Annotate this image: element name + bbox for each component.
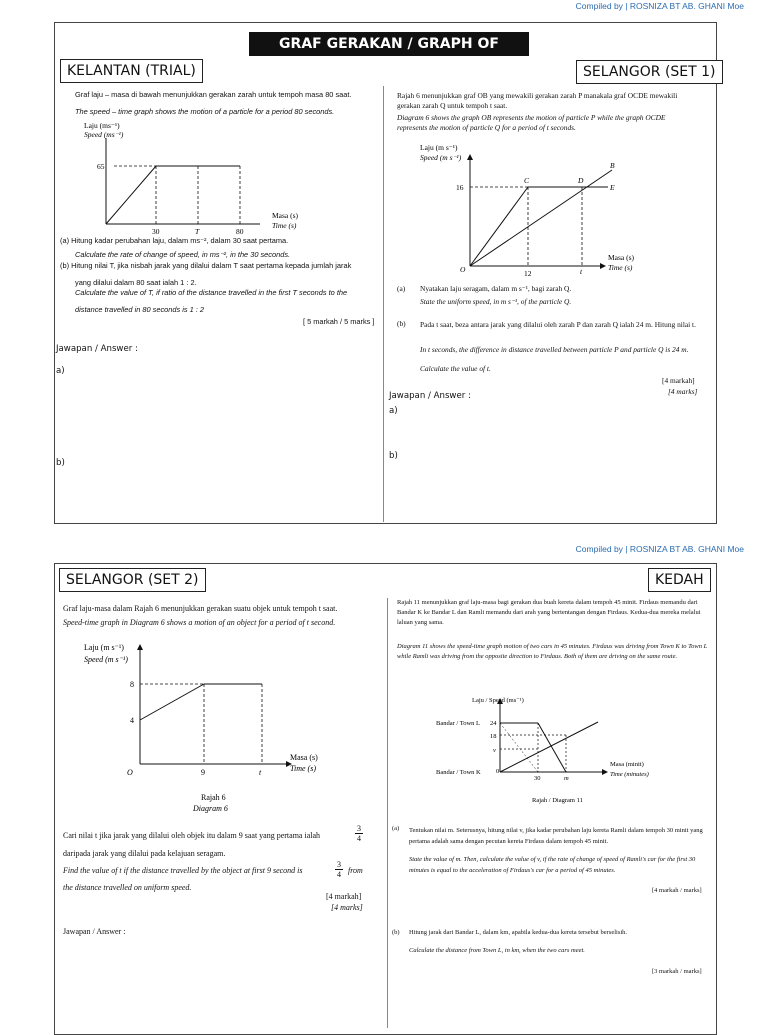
section-tag-selangor-set-2: SELANGOR (SET 2) [59,568,206,592]
question-intro-english: Diagram 6 shows the graph OB represents the motion of particle P while the graph OCDE represents the motion of particle Q for a period of t seconds. [397,113,666,132]
x-tick-label: 30 [534,775,541,782]
x-axis-label-english: Time (s) [608,263,633,272]
town-k-label: Bandar / Town K [436,769,481,776]
diagram-caption-english: Diagram 6 [193,804,228,813]
question-english-line1-end: from [348,866,363,875]
question-malay-line1: Cari nilai t jika jarak yang dilalui oleh objek itu dalam 9 saat yang pertama ialah [63,831,321,840]
question-malay-line2: daripada jarak yang dilalui pada kelajuan seragam. [63,849,226,858]
answer-label: Jawapan / Answer : [63,927,126,936]
question-a-english: State the value of m. Then, calculate the value of v, if the rate of change of speed of Ramli's car for the first 30 minutes is equal to the acceleration of Firdaus's car for a period of 45 minutes. [409,856,696,875]
answer-a-label: a) [56,366,65,376]
kelantan-speed-time-graph [60,118,310,238]
y-axis-label-english: Speed (m s⁻¹) [420,153,462,162]
question-b-english-line2: Calculate the value of t. [420,364,491,373]
question-b-number: (b) [397,319,406,328]
x-tick-label: T [195,227,200,236]
question-intro-malay: Graf laju – masa di bawah menunjukkan gerakan zarah untuk tempoh masa 80 saat. [75,90,352,99]
question-b-english: Calculate the distance from Town L, in km, when the two cars meet. [409,947,585,954]
question-intro-english: The speed – time graph shows the motion of a particle for a period 80 seconds. [75,107,335,116]
question-b-malay-line1: (b) Hitung nilai T, jika nisbah jarak yang dilalui dalam T saat pertama kepada jumlah jarak [60,261,352,270]
y-tick-label: 4 [130,716,134,725]
question-a-malay: Nyatakan laju seragam, dalam m s⁻¹, bagi zarah Q. [420,284,572,293]
x-tick-label: t [580,267,583,276]
point-label-d: D [578,176,584,185]
question-intro-malay: Graf laju-masa dalam Rajah 6 menunjukkan gerakan suatu objek untuk tempoh t saat. [63,604,338,613]
answer-b-label: b) [389,451,398,461]
question-a-english: State the uniform speed, in m s⁻¹, of the particle Q. [420,297,572,306]
x-tick-label: 12 [524,269,532,278]
diagram-caption-malay: Rajah 6 [201,793,226,802]
x-axis-label-english: Time (s) [272,221,297,230]
x-axis-label-malay: Masa (s) [608,253,635,262]
question-a-number: (a) [397,284,406,293]
answer-b-label: b) [56,458,65,468]
fraction-denominator: 4 [357,834,361,843]
x-axis-label-english: Time (s) [290,764,316,773]
y-axis-label-malay: Laju (ms⁻¹) [84,121,120,130]
y-axis-label-malay: Laju (m s⁻¹) [84,643,124,652]
fraction-numerator: 3 [337,860,341,869]
x-tick-label: 9 [201,768,205,777]
x-tick-label: 30 [152,227,160,236]
marks-note-malay: [4 markah] [326,892,362,901]
marks-note: [3 markah / marks] [652,968,702,975]
question-intro-english: Diagram 11 shows the speed-time graph motion of two cars in 45 minutes. Firdaus was driving from Town K to Town L while Ramli was driving from the opposite direction to Firdaus. Both of them are driving on the same route. [397,643,708,661]
fraction-three-quarters [355,824,363,843]
question-b-malay: Hitung jarak dari Bandar L, dalam km, apabila kedua-dua kereta tersebut berselisih. [409,929,628,936]
point-label-c: C [524,176,530,185]
selangor-set2-speed-time-graph [60,638,320,818]
x-tick-label: t [259,768,262,777]
origin-label: 0 [496,768,500,775]
question-intro-malay: Rajah 6 menunjukkan graf OB yang mewakili gerakan zarah P manakala graf OCDE mewakili gerakan zarah Q untuk tempoh t saat. [397,91,678,110]
marks-note-english: [4 marks] [331,903,363,912]
point-label-b: B [610,161,615,170]
selangor-set1-speed-time-graph [400,142,660,282]
x-axis-label-malay: Masa (minit) [610,761,644,768]
marks-note-malay: [4 markah] [662,376,695,385]
marks-note: [4 markah / marks] [652,887,702,894]
y-axis-label-malay: Laju (m s⁻¹) [420,143,458,152]
question-intro-english: Speed-time graph in Diagram 6 shows a motion of an object for a period of t second. [63,618,336,627]
origin-label: O [460,265,466,274]
question-intro-malay: Rajah 11 menunjukkan graf laju-masa bagi gerakan dua buah kereta dalam tempoh 45 minit. Firdaus memandu dari Bandar K ke Bandar L dan Ramli memandu dari arah yang bertentangan dengan Firdaus. Kedua-dua mereka melalui laluan yang sama. [397,599,701,627]
section-tag-selangor-set-1: SELANGOR (SET 1) [576,60,723,84]
marks-note: [ 5 markah / 5 marks ] [303,317,375,326]
question-b-english-line1: Calculate the value of T, if ratio of the distance travelled in the first T seconds to the [75,288,348,297]
fraction-three-quarters [335,860,343,879]
compiler-credit: Compiled by | ROSNIZA BT AB. GHANI Moe [575,544,744,554]
town-l-label: Bandar / Town L [436,720,481,727]
question-a-english: Calculate the rate of change of speed, in ms⁻², in the 30 seconds. [75,250,291,259]
y-axis-label: Laju / Speed (ms⁻¹) [472,697,524,704]
marks-note-english: [4 marks] [668,387,698,396]
y-axis-label-english: Speed (ms⁻¹) [84,130,124,139]
x-tick-label: 80 [236,227,244,236]
answer-a-label: a) [389,406,398,416]
y-axis-label-english: Speed (m s⁻¹) [84,655,128,664]
compiler-credit: Compiled by | ROSNIZA BT AB. GHANI Moe [575,1,744,11]
origin-label: O [127,768,133,777]
x-tick-label: m [564,775,569,782]
section-tag-kelantan: KELANTAN (TRIAL) [60,59,203,83]
diagram-caption: Rajah / Diagram 11 [532,797,583,804]
answer-label: Jawapan / Answer : [56,344,138,354]
fraction-numerator: 3 [357,824,361,833]
y-tick-label: 8 [130,680,134,689]
question-english-line2: the distance travelled on uniform speed. [63,883,192,892]
question-b-english-line2: distance travelled in 80 seconds is 1 : 2 [75,305,205,314]
answer-label: Jawapan / Answer : [389,391,471,401]
column-divider [387,598,388,1028]
question-b-number: (b) [392,929,400,936]
y-tick-label: v [493,747,496,754]
question-english-line1: Find the value of t if the distance travelled by the object at first 9 second is [63,866,303,875]
column-divider [383,86,384,522]
y-tick-label: 18 [490,733,497,740]
question-b-malay-line2: yang dilalui dalam 80 saat ialah 1 : 2. [75,278,197,287]
question-b-malay: Pada t saat, beza antara jarak yang dilalui oleh zarah P dan zarah Q ialah 24 m. Hitung nilai t. [420,320,696,329]
y-tick-label: 65 [97,162,105,171]
point-label-e: E [610,183,615,192]
fraction-denominator: 4 [337,870,341,879]
worksheet-title: GRAF GERAKAN / GRAPH OF MOTION [249,32,529,56]
y-tick-label: 16 [456,183,464,192]
x-axis-label-malay: Masa (s) [290,753,318,762]
y-tick-label: 24 [490,720,497,727]
x-axis-label-english: Time (minutes) [610,771,649,778]
x-axis-label-malay: Masa (s) [272,211,299,220]
question-b-english-line1: In t seconds, the difference in distance travelled between particle P and particle Q is 24 m. [420,345,689,354]
question-a-malay: Tentukan nilai m. Seterusnya, hitung nilai v, jika kadar perubahan laju kereta Ramli dalam tempoh 30 minit yang pertama adalah sama dengan pecutan kereta Firdaus dalam tempoh 45 minit. [409,827,703,846]
kedah-speed-time-graph [420,692,720,802]
question-a-malay: (a) Hitung kadar perubahan laju, dalam ms⁻², dalam 30 saat pertama. [60,236,289,245]
section-tag-kedah: KEDAH [648,568,711,592]
question-a-number: (a) [392,825,400,832]
